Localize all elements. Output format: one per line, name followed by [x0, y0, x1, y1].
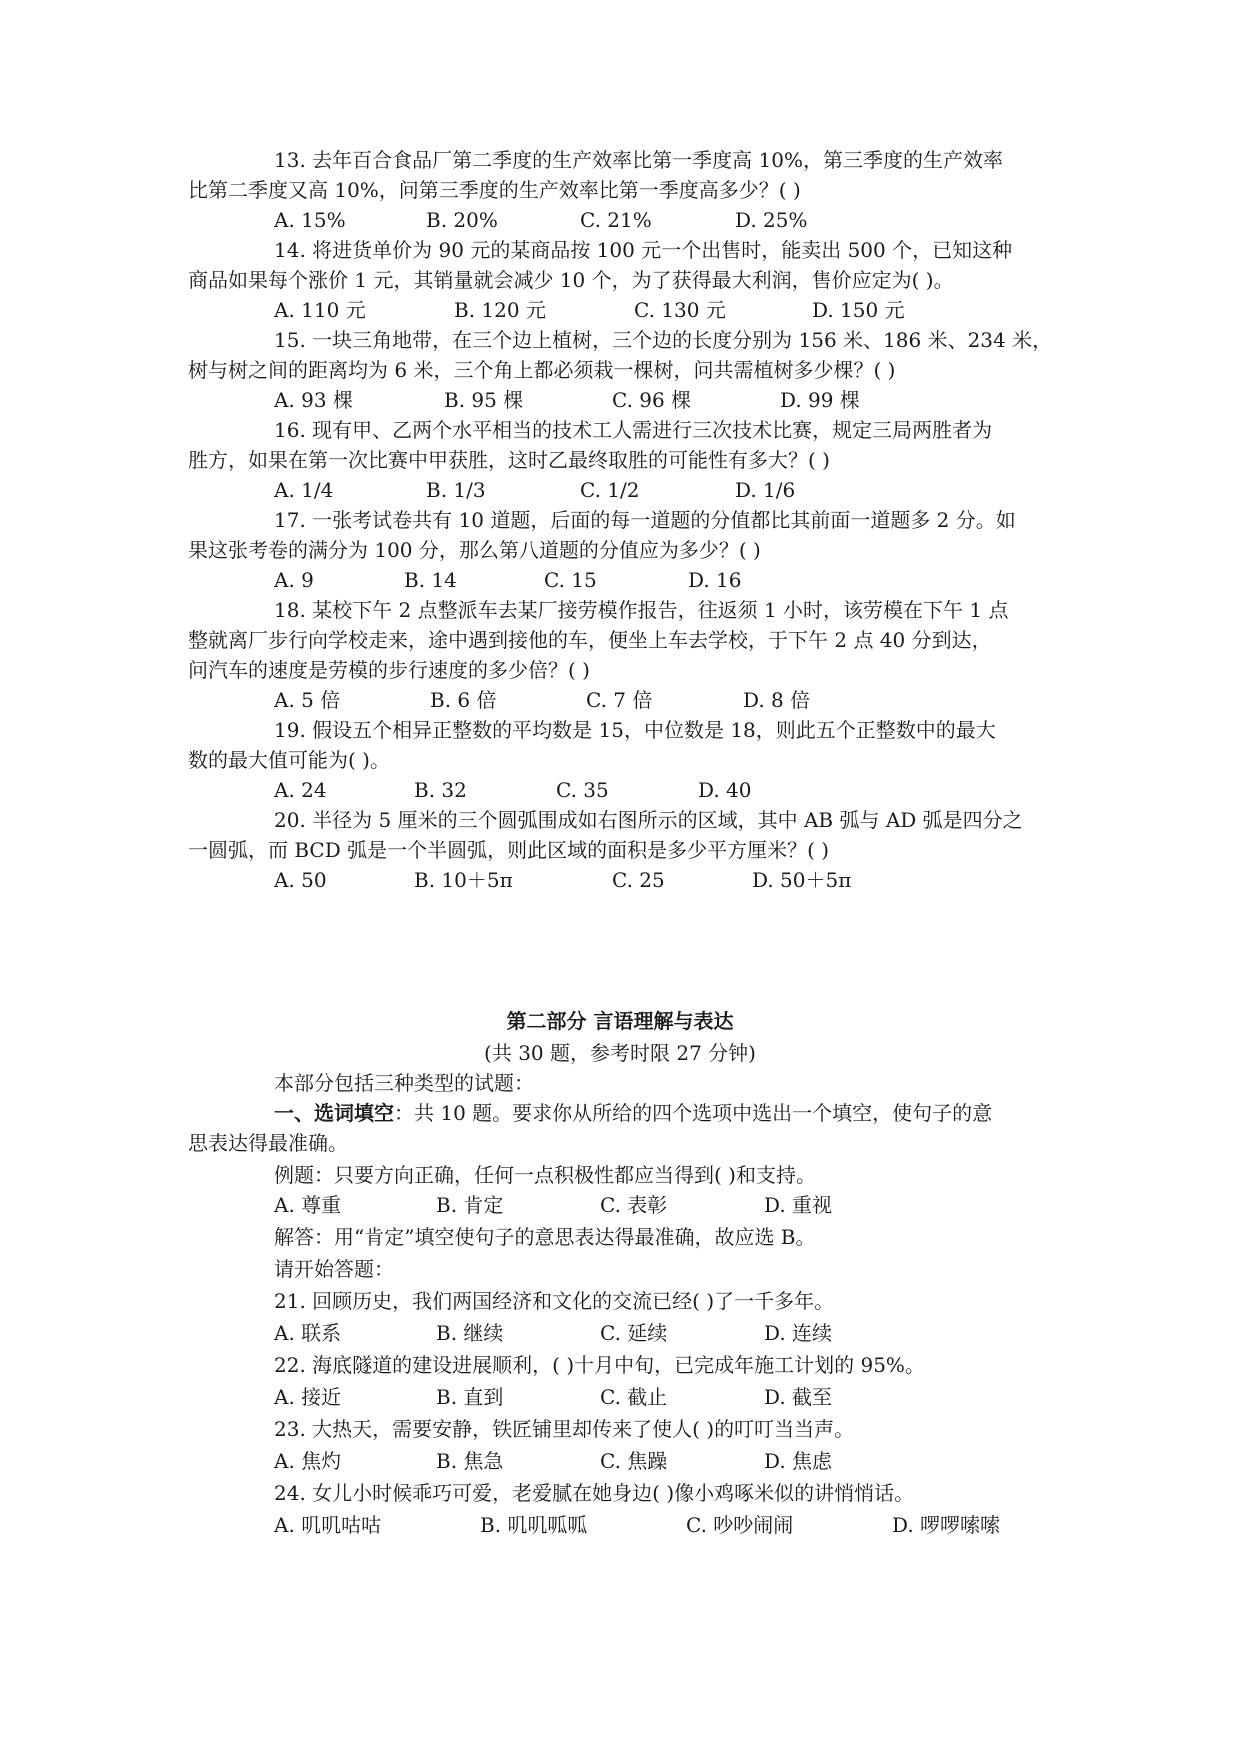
- q15-option-c: C. 96 棵: [612, 388, 692, 412]
- q21-option-c: C. 延续: [600, 1321, 668, 1345]
- q15-option-d: D. 99 棵: [780, 388, 860, 412]
- q14-option-a: A. 110 元: [274, 298, 366, 322]
- q24-option-c: C. 吵吵闹闹: [686, 1513, 794, 1537]
- section1-text: ：共 10 题。要求你从所给的四个选项中选出一个填空，使句子的意: [394, 1101, 993, 1125]
- example-option-b: B. 肯定: [436, 1193, 504, 1217]
- section1-instructions-line2: 思表达得最准确。: [188, 1131, 348, 1155]
- example-answer: 解答：用“肯定”填空使句子的意思表达得最准确，故应选 B。: [274, 1225, 816, 1249]
- q20-option-d: D. 50＋5π: [752, 868, 852, 892]
- q17-option-c: C. 15: [544, 568, 597, 592]
- q13-line1: 13. 去年百合食品厂第二季度的生产效率比第一季度高 10%，第三季度的生产效率: [274, 148, 1003, 172]
- q24-line1: 24. 女儿小时候乖巧可爱，老爱腻在她身边( )像小鸡啄米似的讲悄悄话。: [274, 1481, 915, 1505]
- q17-line2: 果这张考卷的满分为 100 分，那么第八道题的分值应为多少？( ): [188, 538, 761, 562]
- q18-line3: 问汽车的速度是劳模的步行速度的多少倍？( ): [188, 658, 590, 682]
- q21-option-d: D. 连续: [764, 1321, 833, 1345]
- q13-option-c: C. 21%: [580, 208, 652, 232]
- q24-option-a: A. 叽叽咕咕: [274, 1513, 382, 1537]
- q19-line2: 数的最大值可能为( )。: [188, 748, 390, 772]
- q16-option-a: A. 1/4: [274, 478, 334, 502]
- q22-option-b: B. 直到: [436, 1385, 504, 1409]
- q18-option-a: A. 5 倍: [274, 688, 341, 712]
- q22-option-a: A. 接近: [274, 1385, 342, 1409]
- q17-option-d: D. 16: [688, 568, 742, 592]
- q14-option-c: C. 130 元: [634, 298, 726, 322]
- q13-option-b: B. 20%: [426, 208, 498, 232]
- q18-option-c: C. 7 倍: [586, 688, 653, 712]
- q20-option-a: A. 50: [274, 868, 327, 892]
- q13-option-d: D. 25%: [735, 208, 808, 232]
- q23-line1: 23. 大热天，需要安静，铁匠铺里却传来了使人( )的叮叮当当声。: [274, 1417, 855, 1441]
- q13-option-a: A. 15%: [274, 208, 346, 232]
- q18-line2: 整就离厂步行向学校走来，途中遇到接他的车，便坐上车去学校，于下午 2 点 40 分到达，: [188, 628, 992, 652]
- q21-option-a: A. 联系: [274, 1321, 342, 1345]
- q15-option-a: A. 93 棵: [274, 388, 353, 412]
- q20-option-c: C. 25: [612, 868, 665, 892]
- example-question: 例题：只要方向正确，任何一点积极性都应当得到( )和支持。: [274, 1163, 816, 1187]
- q16-option-d: D. 1/6: [735, 478, 796, 502]
- q14-option-b: B. 120 元: [454, 298, 546, 322]
- q19-line1: 19. 假设五个相异正整数的平均数是 15，中位数是 18，则此五个正整数中的最大: [274, 718, 996, 742]
- q17-option-b: B. 14: [404, 568, 457, 592]
- q23-option-b: B. 焦急: [436, 1449, 504, 1473]
- q20-line2: 一圆弧，而 BCD 弧是一个半圆弧，则此区域的面积是多少平方厘米？( ): [188, 838, 830, 862]
- q14-option-d: D. 150 元: [812, 298, 905, 322]
- q24-option-b: B. 叽叽呱呱: [480, 1513, 588, 1537]
- q20-line1: 20. 半径为 5 厘米的三个圆弧围成如右图所示的区域，其中 AB 弧与 AD 弧是四分之: [274, 808, 1023, 832]
- q17-option-a: A. 9: [274, 568, 314, 592]
- q19-option-d: D. 40: [698, 778, 752, 802]
- example-option-c: C. 表彰: [600, 1193, 668, 1217]
- q23-option-d: D. 焦虑: [764, 1449, 833, 1473]
- q14-line1: 14. 将进货单价为 90 元的某商品按 100 元一个出售时，能卖出 500 个，已知这种: [274, 238, 1013, 262]
- q21-line1: 21. 回顾历史，我们两国经济和文化的交流已经( )了一千多年。: [274, 1289, 835, 1313]
- q24-option-d: D. 啰啰嗦嗦: [892, 1513, 1001, 1537]
- q16-line2: 胜方，如果在第一次比赛中甲获胜，这时乙最终取胜的可能性有多大？( ): [188, 448, 830, 472]
- q16-line1: 16. 现有甲、乙两个水平相当的技术工人需进行三次技术比赛，规定三局两胜者为: [274, 418, 993, 442]
- q17-line1: 17. 一张考试卷共有 10 道题，后面的每一道题的分值都比其前面一道题多 2 分。如: [274, 508, 1016, 532]
- q19-option-c: C. 35: [556, 778, 609, 802]
- q16-option-c: C. 1/2: [580, 478, 640, 502]
- q19-option-a: A. 24: [274, 778, 327, 802]
- q22-line1: 22. 海底隧道的建设进展顺利，( )十月中旬，已完成年施工计划的 95%。: [274, 1353, 925, 1377]
- start-prompt: 请开始答题：: [274, 1257, 394, 1281]
- q20-option-b: B. 10＋5π: [414, 868, 513, 892]
- part2-intro: 本部分包括三种类型的试题：: [274, 1071, 534, 1095]
- q22-option-d: D. 截至: [764, 1385, 833, 1409]
- q18-line1: 18. 某校下午 2 点整派车去某厂接劳模作报告，往返须 1 小时，该劳模在下午 1 点: [274, 598, 1009, 622]
- section1-instructions: [274, 1097, 992, 1129]
- q13-line2: 比第二季度又高 10%，问第三季度的生产效率比第一季度高多少？( ): [188, 178, 801, 202]
- part2-subtitle: (共 30 题，参考时限 27 分钟): [484, 1041, 756, 1065]
- q16-option-b: B. 1/3: [426, 478, 486, 502]
- part2-title: 第二部分 言语理解与表达: [506, 1009, 734, 1033]
- q15-line1: 15. 一块三角地带，在三个边上植树，三个边的长度分别为 156 米、186 米、234 米，: [274, 328, 1053, 352]
- q19-option-b: B. 32: [414, 778, 467, 802]
- q14-line2: 商品如果每个涨价 1 元，其销量就会减少 10 个，为了获得最大利润，售价应定为( )。: [188, 268, 954, 292]
- q23-option-c: C. 焦躁: [600, 1449, 668, 1473]
- section1-keyword: 一、选词填空: [274, 1101, 394, 1125]
- q23-option-a: A. 焦灼: [274, 1449, 342, 1473]
- example-option-a: A. 尊重: [274, 1193, 342, 1217]
- q18-option-d: D. 8 倍: [743, 688, 811, 712]
- q18-option-b: B. 6 倍: [430, 688, 497, 712]
- q15-line2: 树与树之间的距离均为 6 米，三个角上都必须栽一棵树，问共需植树多少棵？( ): [188, 358, 896, 382]
- q15-option-b: B. 95 棵: [444, 388, 524, 412]
- example-option-d: D. 重视: [764, 1193, 833, 1217]
- q21-option-b: B. 继续: [436, 1321, 504, 1345]
- q22-option-c: C. 截止: [600, 1385, 668, 1409]
